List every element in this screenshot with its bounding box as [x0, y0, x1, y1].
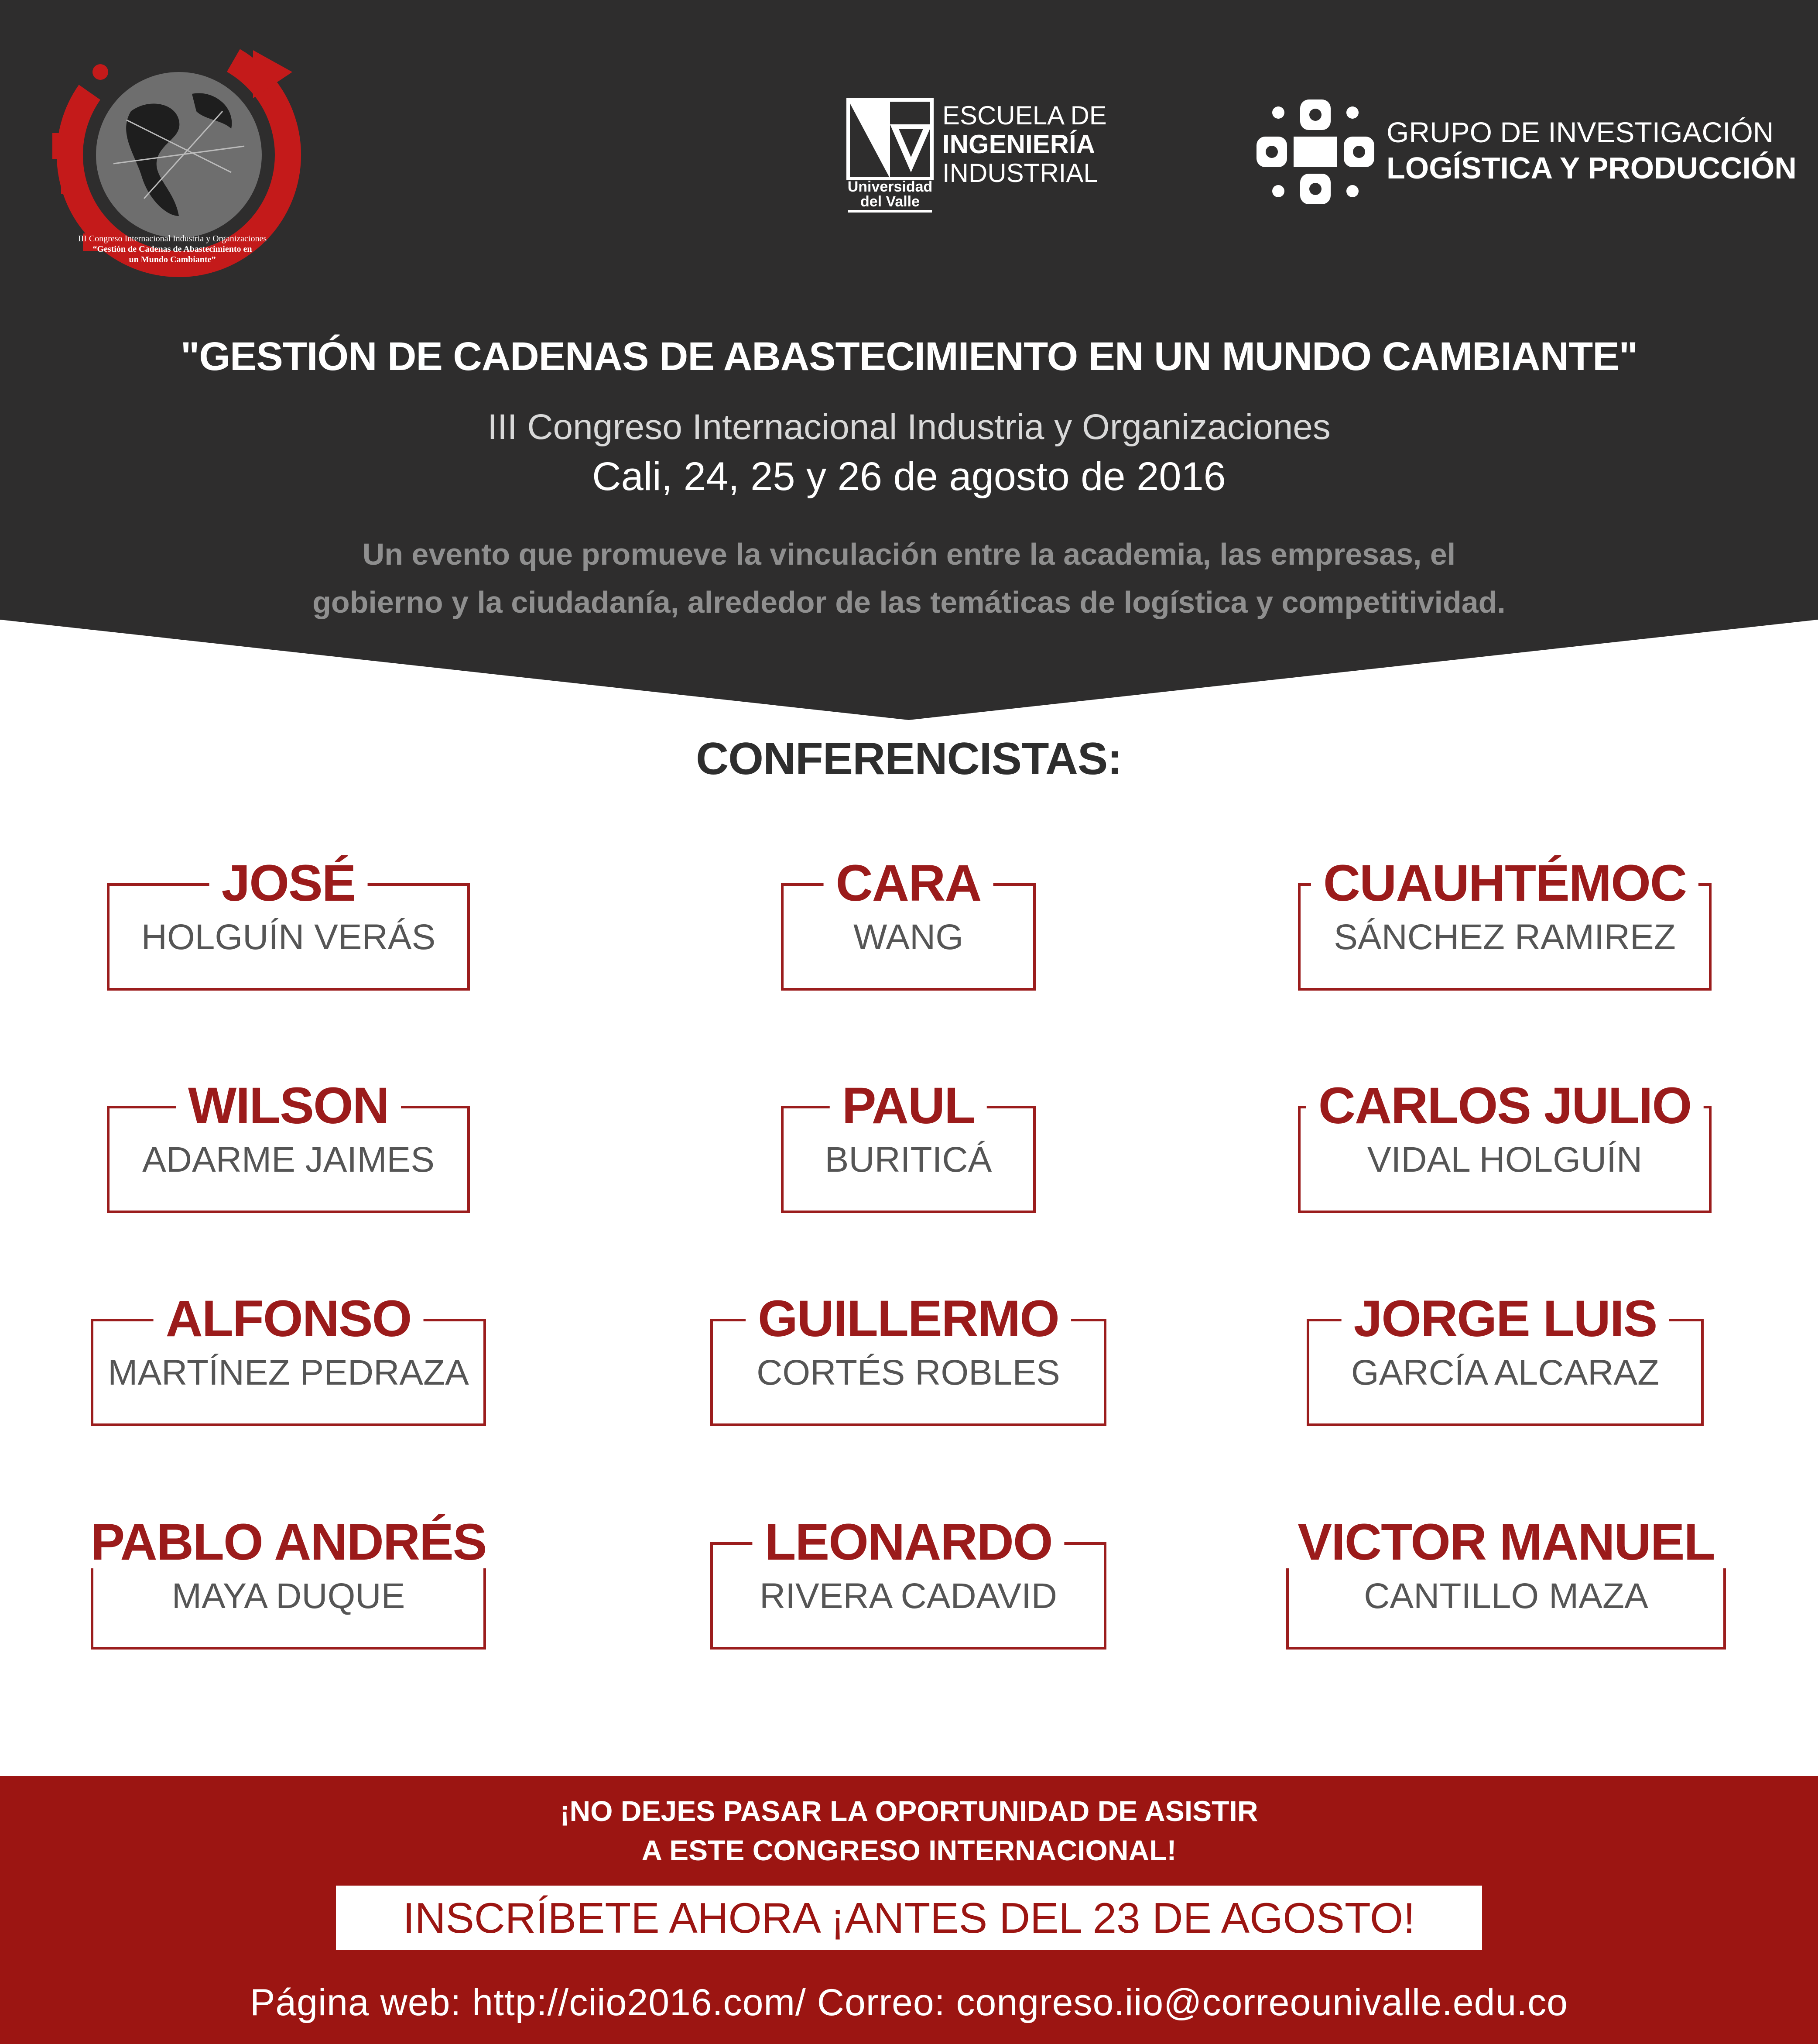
speaker-last-name: SÁNCHEZ RAMIREZ: [1334, 917, 1676, 957]
event-description-line1: Un evento que promueve la vinculación entre la academia, las empresas, el: [362, 537, 1456, 571]
speaker-first-name: GUILLERMO: [746, 1293, 1071, 1345]
speaker-first-name: VICTOR MANUEL: [1285, 1516, 1726, 1568]
escuela-line3: INDUSTRIAL: [942, 158, 1098, 188]
speaker-card: [781, 1077, 1036, 1213]
cta-line1: ¡NO DEJES PASAR LA OPORTUNIDAD DE ASISTIR: [560, 1795, 1258, 1827]
register-banner[interactable]: INSCRÍBETE AHORA ¡ANTES DEL 23 DE AGOSTO!: [336, 1886, 1482, 1950]
univalle-logo-text-line1: Universidad: [847, 178, 933, 195]
event-dates: Cali, 24, 25 y 26 de agosto de 2016: [592, 454, 1226, 499]
speaker-card: [710, 1513, 1106, 1650]
speaker-first-name: CARLOS JULIO: [1306, 1080, 1704, 1132]
speaker-card: [107, 854, 470, 991]
speaker-last-name: RIVERA CADAVID: [760, 1576, 1057, 1616]
speaker-last-name: WANG: [853, 917, 964, 957]
grupo-name: [1387, 114, 1797, 186]
speaker-card: [1307, 1290, 1704, 1426]
speaker-card: [1286, 1513, 1726, 1650]
speaker-first-name: WILSON: [176, 1080, 401, 1132]
speaker-card: [781, 854, 1036, 991]
speaker-first-name: ALFONSO: [154, 1293, 424, 1345]
grupo-line1: GRUPO DE INVESTIGACIÓN: [1387, 116, 1774, 148]
speaker-last-name: CANTILLO MAZA: [1364, 1576, 1648, 1616]
speaker-first-name: PAUL: [830, 1080, 987, 1132]
speaker-card: [107, 1077, 470, 1213]
univalle-logo-text-line2: del Valle: [860, 193, 920, 210]
speaker-last-name: GARCÍA ALCARAZ: [1351, 1353, 1660, 1392]
event-description: [0, 530, 1818, 626]
speaker-card: [1298, 854, 1712, 991]
grupo-line2: LOGÍSTICA Y PRODUCCIÓN: [1387, 151, 1797, 185]
speaker-first-name: JORGE LUIS: [1342, 1293, 1669, 1345]
cta-line2: A ESTE CONGRESO INTERNACIONAL!: [641, 1834, 1177, 1866]
speaker-card: [1298, 1077, 1712, 1213]
speaker-last-name: VIDAL HOLGUÍN: [1367, 1140, 1643, 1180]
congress-caption-line2: “Gestión de Cadenas de Abastecimiento en: [92, 244, 252, 254]
call-to-action: [0, 1791, 1818, 1870]
speaker-last-name: HOLGUÍN VERÁS: [141, 917, 436, 957]
escuela-line2: INGENIERÍA: [942, 130, 1096, 159]
congress-logo-caption: [41, 233, 303, 265]
speaker-last-name: BURITICÁ: [825, 1140, 992, 1180]
event-subtitle: III Congreso Internacional Industria y Organizaciones: [487, 407, 1331, 447]
contact-info[interactable]: Página web: http://ciio2016.com/ Correo: congreso.iio@correounivalle.edu.co: [250, 1982, 1568, 2023]
speakers-heading: CONFERENCISTAS:: [696, 734, 1122, 784]
congress-caption-line1: III Congreso Internacional Industria y Organizaciones: [78, 234, 267, 243]
speaker-last-name: MAYA DUQUE: [171, 1576, 405, 1616]
speaker-last-name: CORTÉS ROBLES: [757, 1353, 1060, 1392]
speaker-last-name: ADARME JAIMES: [142, 1140, 435, 1180]
escuela-name: [942, 101, 1107, 188]
speaker-first-name: PABLO ANDRÉS: [79, 1516, 499, 1568]
event-title: "GESTIÓN DE CADENAS DE ABASTECIMIENTO EN UN MUNDO CAMBIANTE": [180, 334, 1638, 379]
speaker-first-name: LEONARDO: [752, 1516, 1064, 1568]
congress-caption-line3: un Mundo Cambiante”: [129, 255, 216, 264]
speaker-first-name: CUAUHTÉMOC: [1311, 857, 1698, 909]
escuela-line1: ESCUELA DE: [942, 101, 1107, 130]
univalle-logo: [846, 98, 934, 214]
grupo-investigacion-logo: [1252, 95, 1379, 209]
speaker-card: [90, 1513, 486, 1650]
speaker-first-name: JOSÉ: [209, 857, 368, 909]
event-description-line2: gobierno y la ciudadanía, alrededor de las temáticas de logística y competitividad.: [312, 585, 1506, 619]
speaker-last-name: MARTÍNEZ PEDRAZA: [108, 1353, 469, 1392]
speaker-first-name: CARA: [824, 857, 993, 909]
speaker-card: [710, 1290, 1106, 1426]
speaker-card: [91, 1290, 486, 1426]
